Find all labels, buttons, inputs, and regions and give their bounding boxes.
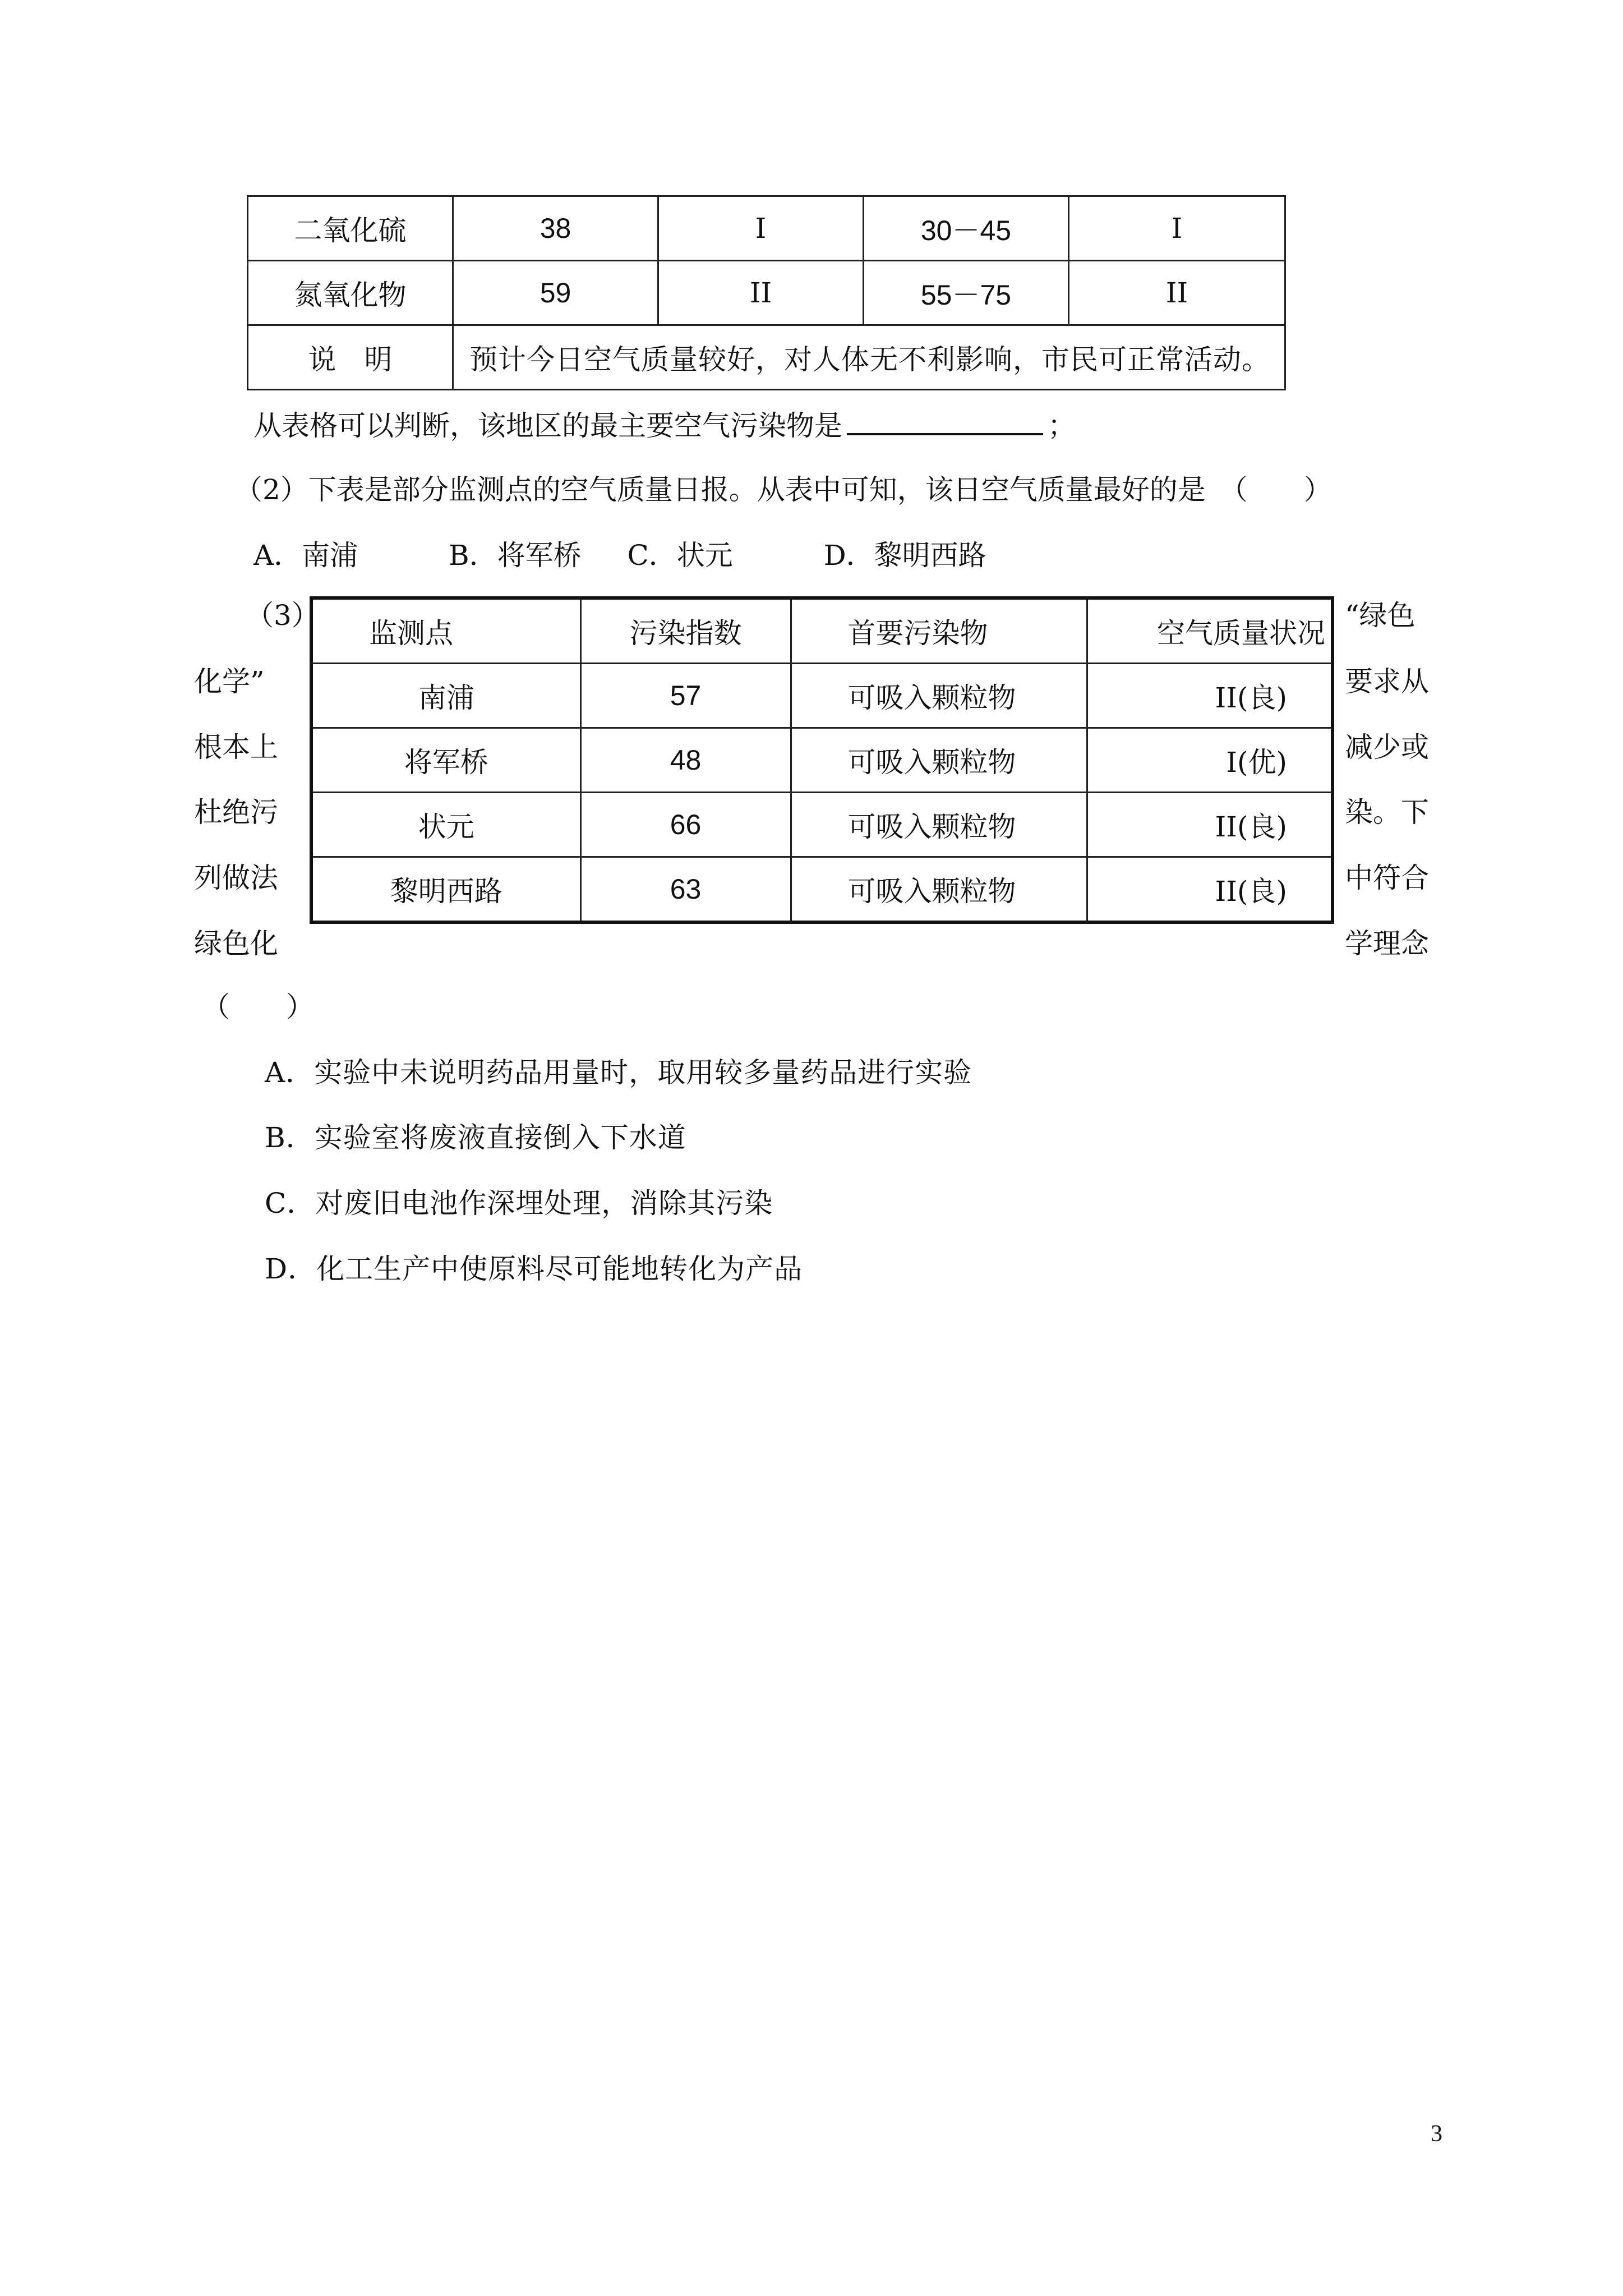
pollutant-value: 59 [453,261,658,325]
monitoring-table [310,596,1334,924]
q3-right-1: “绿色 [1345,599,1415,632]
primary-pollutant: 可吸入颗粒物 [791,728,1087,793]
q3-left-4: 列做法 [194,862,278,894]
station-name: 状元 [311,793,580,857]
q2-options [253,539,986,572]
pollutant-range: 55－75 [864,261,1069,325]
table-row [248,325,1285,390]
quality-status: II(良) [1087,857,1332,923]
page-number: 3 [1431,2121,1442,2147]
note-label: 说 明 [248,325,453,390]
station-name: 南浦 [311,664,580,728]
pollutant-level: I [658,196,864,261]
q2-option-c: C．状元 [627,539,733,572]
table-row [311,857,1332,923]
quality-status: II(良) [1087,664,1332,728]
table-row [311,728,1332,793]
pollutant-level: II [658,261,864,325]
q3-left-2: 根本上 [194,731,278,763]
q3-right-4: 染。下 [1345,796,1429,829]
pollutant-value: 38 [453,196,658,261]
q1-end: ； [1048,409,1076,442]
q3-left-5: 绿色化 [194,927,278,960]
q3-option-d: D．化工生产中使原料尽可能地转化为产品 [265,1253,803,1285]
q3-left-1: 化学” [194,665,265,698]
q3-answer-paren: （ ） [202,991,314,1023]
q2-option-b: B．将军桥 [448,539,582,572]
pollutant-grade: II [1069,261,1285,325]
q3-option-c: C．对废旧电池作深埋处理，消除其污染 [265,1187,773,1220]
q1-line [253,411,1076,440]
header-pollutant: 首要污染物 [791,598,1087,664]
table-row [311,793,1332,857]
quality-status: II(良) [1087,793,1332,857]
q2-option-a: A．南浦 [253,539,358,572]
q3-right-2: 要求从 [1345,665,1429,698]
pollution-index: 48 [580,728,791,793]
q3-label: （3） [246,599,320,632]
header-station: 监测点 [311,598,580,664]
table-row [248,196,1285,261]
table-row [248,261,1285,325]
pollutant-name: 二氧化硫 [248,196,453,261]
header-index: 污染指数 [580,598,791,664]
q3-option-a: A．实验中未说明药品用量时，取用较多量药品进行实验 [265,1056,972,1089]
table-header-row [311,598,1332,664]
q3-option-b: B．实验室将废液直接倒入下水道 [265,1121,686,1154]
q3-right-5: 中符合 [1345,862,1429,894]
pollution-index: 66 [580,793,791,857]
q3-left-3: 杜绝污 [194,796,278,829]
primary-pollutant: 可吸入颗粒物 [791,793,1087,857]
pollution-index: 63 [580,857,791,923]
q1-text: 从表格可以判断，该地区的最主要空气污染物是 [253,409,842,442]
primary-pollutant: 可吸入颗粒物 [791,664,1087,728]
pollutant-range: 30－45 [864,196,1069,261]
quality-status: I(优) [1087,728,1332,793]
note-text: 预计今日空气质量较好，对人体无不利影响，市民可正常活动。 [453,325,1285,390]
q3-right-6: 学理念 [1345,927,1429,960]
pollutant-table [247,195,1286,390]
q3-right-3: 减少或 [1345,731,1429,763]
answer-blank[interactable] [847,411,1043,435]
pollution-index: 57 [580,664,791,728]
q2-stem: （2）下表是部分监测点的空气质量日报。从表中可知，该日空气质量最好的是 （ ） [234,473,1332,506]
primary-pollutant: 可吸入颗粒物 [791,857,1087,923]
pollutant-name: 氮氧化物 [248,261,453,325]
table-row [311,664,1332,728]
pollutant-grade: I [1069,196,1285,261]
q2-option-d: D．黎明西路 [823,539,986,572]
station-name: 黎明西路 [311,857,580,923]
station-name: 将军桥 [311,728,580,793]
header-quality: 空气质量状况 [1087,598,1332,664]
